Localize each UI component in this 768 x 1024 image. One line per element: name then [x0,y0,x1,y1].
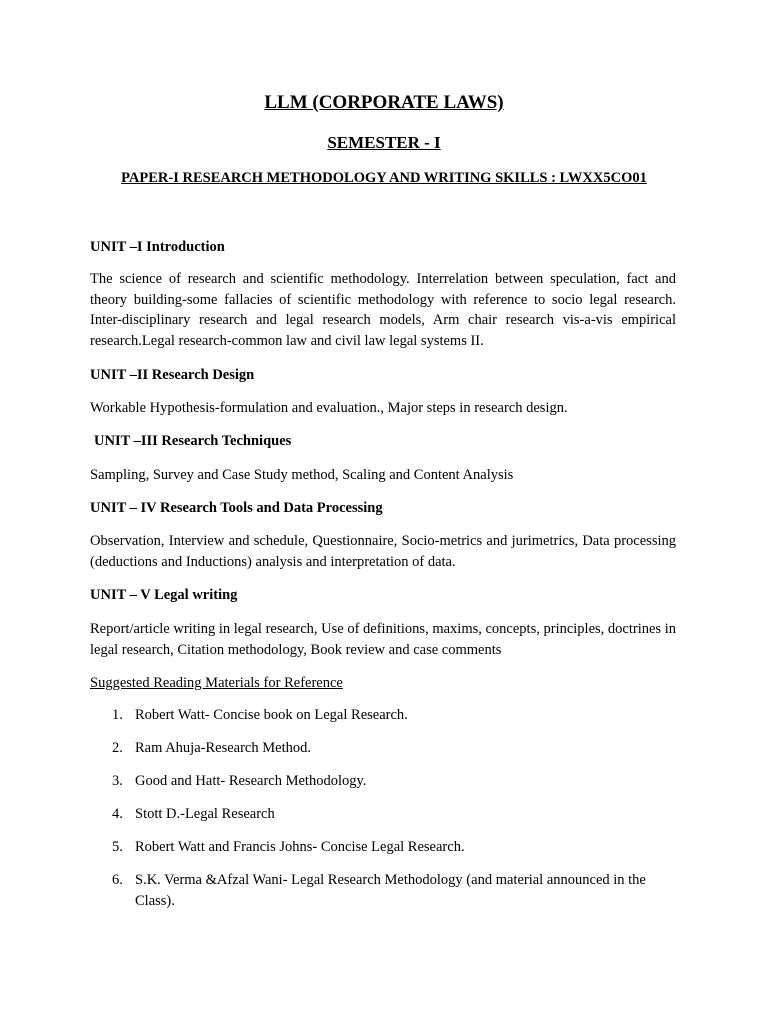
unit-1-text: The science of research and scientific methodology. Interrelation between speculation, fact and theory building-some fallacies of scientific methodology with reference to socio legal research. Inter-disciplinary research and legal research models, Arm chair research vis-a-vis empirical research.Legal research-common law and civil law legal systems II. [90,271,676,349]
reference-item [90,804,676,825]
reference-number: 1. [112,707,123,723]
reference-number: 4. [112,806,123,822]
references-heading: Suggested Reading Materials for Reference [90,675,343,691]
unit-4-text: Observation, Interview and schedule, Questionnaire, Socio-metrics and jurimetrics, Data processing (deductions and Inductions) analysis and interpretation of data. [90,533,676,570]
unit-3-heading: UNIT –III Research Techniques [94,433,292,449]
reference-text: S.K. Verma &Afzal Wani- Legal Research Methodology (and material announced in the Class). [135,872,646,909]
semester-heading: SEMESTER - I [327,133,441,152]
unit-5-heading: UNIT – V Legal writing [90,587,238,603]
reference-item [90,771,676,792]
document-title: LLM (CORPORATE LAWS) [264,92,504,113]
reference-text: Stott D.-Legal Research [135,806,275,822]
unit-4-heading: UNIT – IV Research Tools and Data Processing [90,500,383,516]
unit-1-heading: UNIT –I Introduction [90,239,225,255]
reference-item [90,837,676,858]
reference-item [90,705,676,726]
reference-text: Robert Watt and Francis Johns- Concise Legal Research. [135,839,465,855]
reference-list [90,705,676,924]
unit-2-heading: UNIT –II Research Design [90,367,255,383]
reference-text: Robert Watt- Concise book on Legal Research. [135,707,408,723]
unit-2-text: Workable Hypothesis-formulation and evaluation., Major steps in research design. [90,400,568,416]
reference-item [90,870,676,911]
reference-number: 3. [112,773,123,789]
unit-3-text: Sampling, Survey and Case Study method, Scaling and Content Analysis [90,467,514,483]
reference-number: 5. [112,839,123,855]
reference-text: Ram Ahuja-Research Method. [135,740,311,756]
reference-number: 6. [112,872,123,888]
reference-text: Good and Hatt- Research Methodology. [135,773,367,789]
paper-heading: PAPER-I RESEARCH METHODOLOGY AND WRITING SKILLS : LWXX5CO01 [121,170,647,186]
unit-5-text: Report/article writing in legal research, Use of definitions, maxims, concepts, principles, doctrines in legal research, Citation methodology, Book review and case comments [90,621,676,658]
reference-item [90,738,676,759]
reference-number: 2. [112,740,123,756]
